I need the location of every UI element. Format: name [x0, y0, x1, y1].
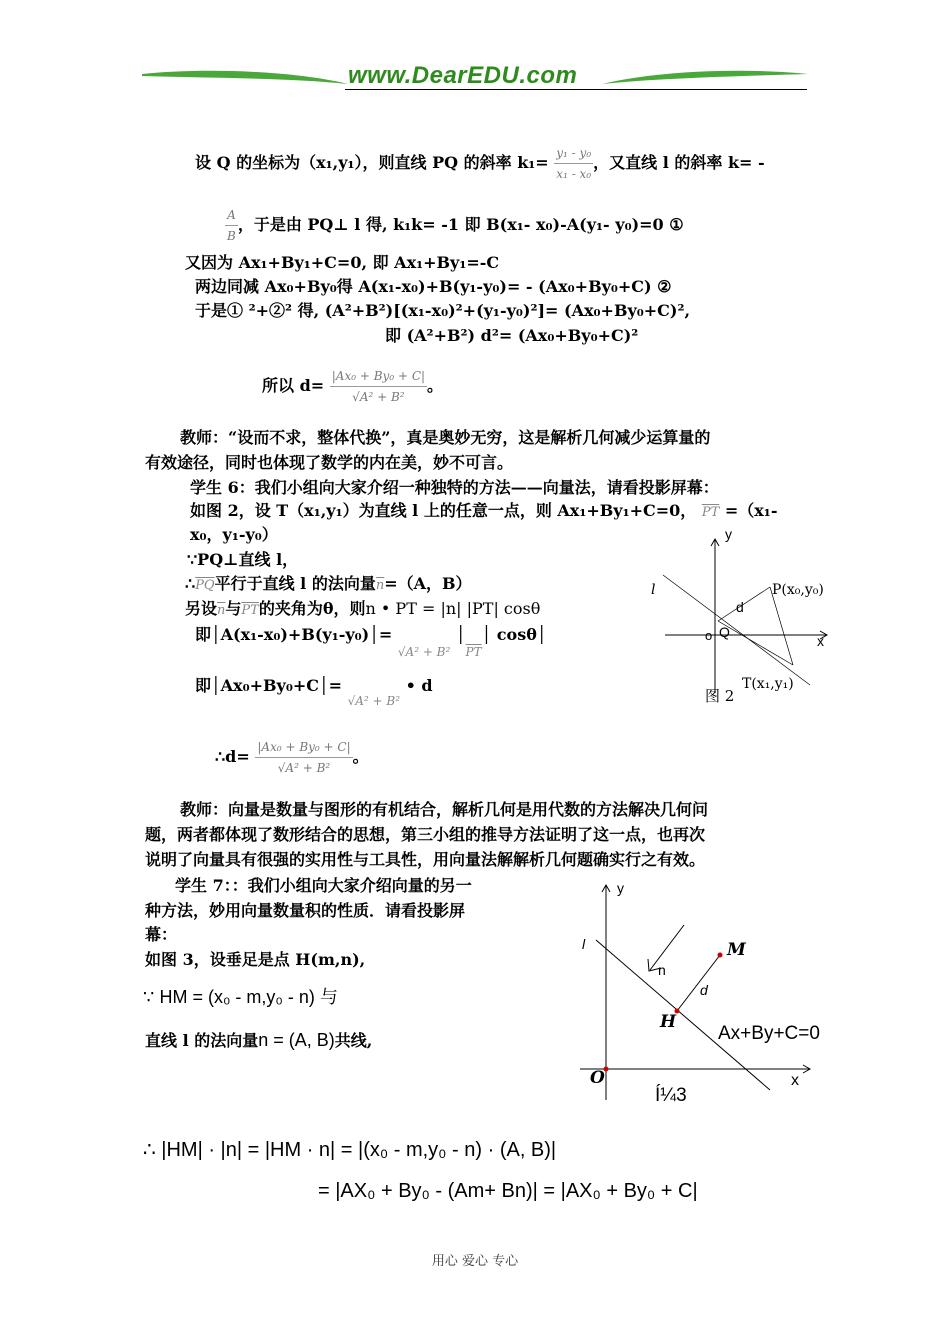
fig2-caption: 图 2 — [705, 687, 735, 705]
s6-l6: 另设$\overline{n}$与$\overline{PT}$的夹角为θ，则n • PT = |n| |PT| cosθ — [185, 599, 541, 618]
fig2-t-label: T(x₁,y₁) — [742, 676, 794, 692]
s6-l5: $\therefore\overline{PQ}$平行于直线 l 的法向量$\overline{n}=(A$，B） — [185, 574, 472, 593]
teacher2-p2: 题，两者都体现了数形结合的思想，第三小组的推导方法证明了这一点，也再次 — [145, 825, 706, 844]
fig2-p-label: P(x₀,y₀) — [772, 582, 824, 598]
s6-l2: 如图 2，设 T（x₁,y₁）为直线 l 上的任意一点，则 Ax₁+By₁+C=0， $\overline{PT} =(x_1-$ — [190, 501, 778, 520]
teacher1-p2: 有效途径，同时也体现了数学的内在美，妙不可言。 — [145, 453, 514, 472]
distance-formula-2: $\frac{\text{|Ax₀ + By₀ + C|}}{\text{√A² + B²}}$ — [255, 737, 352, 778]
figure-3-diagram — [570, 875, 820, 1115]
ab-fraction: $\frac{A}{B}$ — [225, 205, 238, 246]
s6-l3: x₀，y₁-y₀） — [190, 525, 278, 544]
s6-l4: ∵PQ⊥直线 l， — [187, 550, 299, 569]
fig3-line-equation: Ax+By+C=0 — [718, 1023, 820, 1044]
s1-line7: 所以 d= $\frac{\text{|Ax₀ + By₀ + C|}}{\text{√A² + B²}}$ 。 — [262, 366, 443, 407]
fig3-o-label: O — [590, 1068, 605, 1088]
fig3-l-label: l — [582, 936, 586, 952]
final-eq-1: ∴ |HM| · |n| = |HM · n| = |(x₀ - m,y₀ - n) · (A, B)| — [143, 1139, 557, 1161]
footer-text: 用心 爱心 专心 — [431, 1254, 519, 1269]
header-swoosh-right — [600, 62, 810, 92]
s1-line1: 设 Q 的坐标为（x₁,y₁），则直线 PQ 的斜率 k₁= $\frac{\text{y₁ - y₀}}{\text{x₁ - x₀}}$ ，又直线 l 的斜率 k= - — [195, 143, 765, 184]
s1-line6: 即 (A²+B²) d²= (Ax₀+By₀+C)² — [385, 326, 639, 345]
fig3-caption: Í¼3 — [655, 1085, 687, 1106]
fig2-y-label: y — [725, 526, 732, 542]
fig3-n-label: n — [658, 962, 666, 978]
fig3-d-label: d — [700, 982, 708, 998]
slope-fraction: $\frac{\text{y₁ - y₀}}{\text{x₁ - x₀}}$ — [554, 143, 593, 184]
fig2-d-label: d — [736, 599, 744, 615]
site-logo: www.DearEDU.com — [348, 62, 578, 89]
fig2-q-label: Q — [719, 624, 730, 640]
s7-l6: 直线 l 的法向量n = (A, B)共线, — [145, 1030, 373, 1050]
s1-line5: 于是① ²+②² 得, (A²+B²)[(x₁-x₀)²+(y₁-y₀)²]= (Ax₀+By₀+C)², — [195, 301, 691, 320]
teacher2-p3: 说明了向量具有很强的实用性与工具性，用向量法解解析几何题确实行之有效。 — [145, 850, 706, 869]
fig2-o-label: o — [705, 628, 713, 643]
fig3-m-label: M — [727, 940, 746, 960]
fig3-h-label: H — [660, 1012, 677, 1032]
s1-line4: 两边同减 Ax₀+By₀得 A(x₁-x₀)+B(y₁-y₀)= - (Ax₀+By₀+C) ② — [195, 277, 672, 296]
s1-line2: $\frac{A}{B}$ ，于是由 PQ⊥ l 得, k₁k= -1 即 B(x₁- x₀)-A(y₁- y₀)=0 ① — [225, 205, 684, 246]
distance-formula: $\frac{\text{|Ax₀ + By₀ + C|}}{\text{√A² + B²}}$ — [330, 366, 427, 407]
s1-line3: 又因为 Ax₁+By₁+C=0, 即 Ax₁+By₁=-C — [185, 253, 500, 272]
teacher2-p1: 教师：向量是数量与图形的有机结合，解析几何是用代数的方法解决几何问 — [180, 800, 709, 819]
header-swoosh-left — [140, 62, 350, 92]
s6-l8: 即│Ax₀+By₀+C│= √A² + B² • d — [195, 676, 433, 708]
header-rule — [345, 89, 807, 90]
fig2-l-label: l — [651, 582, 656, 598]
s7-l1: 学生 7：：我们小组向大家介绍向量的另一 — [175, 876, 472, 895]
s6-l7: 即│A(x₁-x₀)+B(y₁-y₀)│= √A² + B² $│\overline{PT}│$ cosθ│ — [195, 625, 547, 659]
fig3-x-label: x — [791, 1072, 799, 1089]
s7-l3: 幕： — [145, 925, 178, 944]
s6-l1: 学生 6：我们小组向大家介绍一种独特的方法——向量法，请看投影屏幕： — [190, 478, 719, 497]
s7-l4: 如图 3，设垂足是点 H(m,n), — [145, 950, 366, 969]
s6-l9: ∴d= $\frac{\text{|Ax₀ + By₀ + C|}}{\text{√A² + B²}}$ 。 — [215, 737, 369, 778]
fig3-y-label: y — [617, 880, 624, 896]
s7-l2: 种方法，妙用向量数量积的性质．请看投影屏 — [145, 901, 466, 920]
final-eq-2: = |AX₀ + By₀ - (Am+ Bn)| = |AX₀ + By₀ + C| — [318, 1180, 698, 1202]
fig2-x-label: x — [817, 633, 824, 649]
s7-l5: ∵ HM = (x₀ - m,y₀ - n) 与 — [143, 987, 338, 1007]
teacher1-p1: 教师：“设而不求，整体代换”，真是奥妙无穷，这是解析几何减少运算量的 — [180, 428, 711, 447]
